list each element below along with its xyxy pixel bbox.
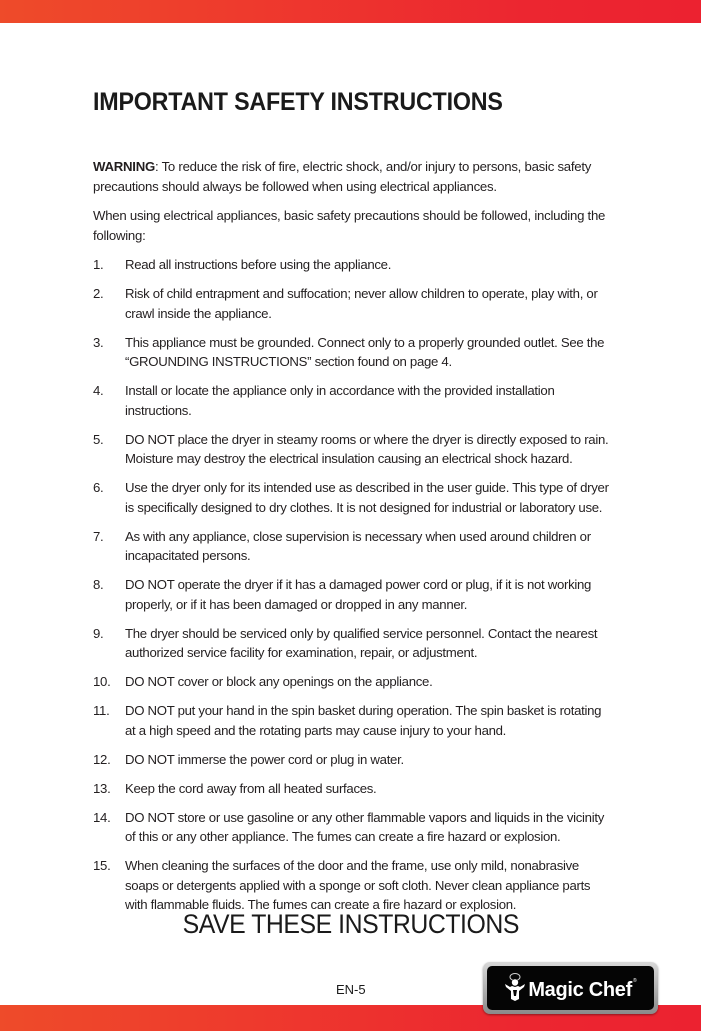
- warning-label: WARNING: [93, 159, 155, 174]
- list-item: [93, 808, 613, 847]
- item-text: The dryer should be serviced only by qualified service personnel. Contact the nearest authorized service facility for examination, repair, or adjustment.: [125, 625, 598, 660]
- item-number: 15.: [93, 858, 111, 873]
- item-number: 13.: [93, 780, 111, 796]
- list-item: [93, 430, 613, 469]
- item-number: 3.: [93, 334, 104, 350]
- item-number: 12.: [93, 751, 111, 767]
- item-text: Install or locate the appliance only in accordance with the provided installation instructions.: [125, 383, 555, 418]
- warning-text: : To reduce the risk of fire, electric shock, and/or injury to persons, basic safety precautions should always be followed when using electrical appliances.: [93, 159, 592, 194]
- registered-mark: ®: [633, 978, 637, 984]
- top-accent-bar: [0, 0, 701, 23]
- list-item: [93, 381, 613, 420]
- instructions-body: [93, 157, 613, 924]
- item-number: 8.: [93, 577, 104, 592]
- item-number: 2.: [93, 286, 104, 301]
- save-instructions-heading: [0, 909, 701, 940]
- page-number: EN-5: [336, 982, 366, 997]
- item-text: Risk of child entrapment and suffocation; never allow children to operate, play with, or crawl inside the appliance.: [125, 286, 598, 321]
- item-number: 4.: [93, 383, 104, 398]
- item-text: DO NOT cover or block any openings on the appliance.: [125, 674, 433, 689]
- page-title: IMPORTANT SAFETY INSTRUCTIONS: [93, 88, 503, 116]
- item-text: DO NOT store or use gasoline or any other flammable vapors and liquids in the vicinity of this or any other appliance. The fumes can create a fire hazard or explosion.: [125, 809, 604, 844]
- item-text: This appliance must be grounded. Connect only to a properly grounded outlet. See the “GROUNDING INSTRUCTIONS” section found on page 4.: [125, 334, 605, 369]
- list-item: [93, 255, 613, 275]
- item-number: 10.: [93, 674, 111, 689]
- list-item: [93, 856, 613, 915]
- item-number: 5.: [93, 431, 104, 447]
- item-number: 9.: [93, 625, 104, 641]
- brand-logo-plate: [487, 966, 654, 1010]
- item-number: 11.: [93, 703, 110, 718]
- list-item: [93, 478, 613, 517]
- item-text: Use the dryer only for its intended use as described in the user guide. This type of dryer is specifically designed to dry clothes. It is not designed for industrial or laboratory use.: [125, 480, 609, 515]
- item-text: DO NOT place the dryer in steamy rooms or where the dryer is directly exposed to rain. Moisture may destroy the electrical insulation causing an electrical shock hazard.: [125, 431, 609, 466]
- save-instructions-text: SAVE THESE INSTRUCTIONS: [182, 909, 519, 939]
- list-item: [93, 284, 613, 323]
- item-text: When cleaning the surfaces of the door and the frame, use only mild, nonabrasive soaps or detergents applied with a sponge or soft cloth. Never clean appliance parts with flammable fluids. The fumes can create a fire hazard or explosion.: [125, 858, 591, 912]
- item-number: 1.: [93, 257, 104, 272]
- intro-paragraph: When using electrical appliances, basic safety precautions should be followed, including the following:: [93, 208, 606, 243]
- item-text: DO NOT immerse the power cord or plug in water.: [125, 751, 404, 767]
- item-number: 14.: [93, 809, 111, 825]
- chef-icon: [504, 972, 526, 1002]
- list-item: [93, 527, 613, 566]
- item-number: 7.: [93, 528, 104, 544]
- list-item: [93, 333, 613, 372]
- item-text: As with any appliance, close supervision is necessary when used around children or incapacitated persons.: [125, 528, 591, 563]
- brand-name: Magic Chef: [528, 978, 632, 1001]
- list-item: [93, 779, 613, 799]
- item-text: DO NOT put your hand in the spin basket during operation. The spin basket is rotating at a high speed and the rotating parts may cause injury to your hand.: [125, 703, 602, 738]
- warning-paragraph: [93, 157, 613, 196]
- brand-logo: [483, 962, 658, 1014]
- item-number: 6.: [93, 480, 104, 495]
- list-item: [93, 575, 613, 614]
- list-item: [93, 701, 613, 740]
- list-item: [93, 624, 613, 663]
- safety-list: [93, 255, 613, 915]
- item-text: Keep the cord away from all heated surfaces.: [125, 780, 377, 796]
- item-text: DO NOT operate the dryer if it has a damaged power cord or plug, if it is not working properly, or if it has been damaged or dropped in any manner.: [125, 577, 592, 612]
- list-item: [93, 750, 613, 770]
- list-item: [93, 672, 613, 692]
- item-text: Read all instructions before using the appliance.: [125, 257, 392, 272]
